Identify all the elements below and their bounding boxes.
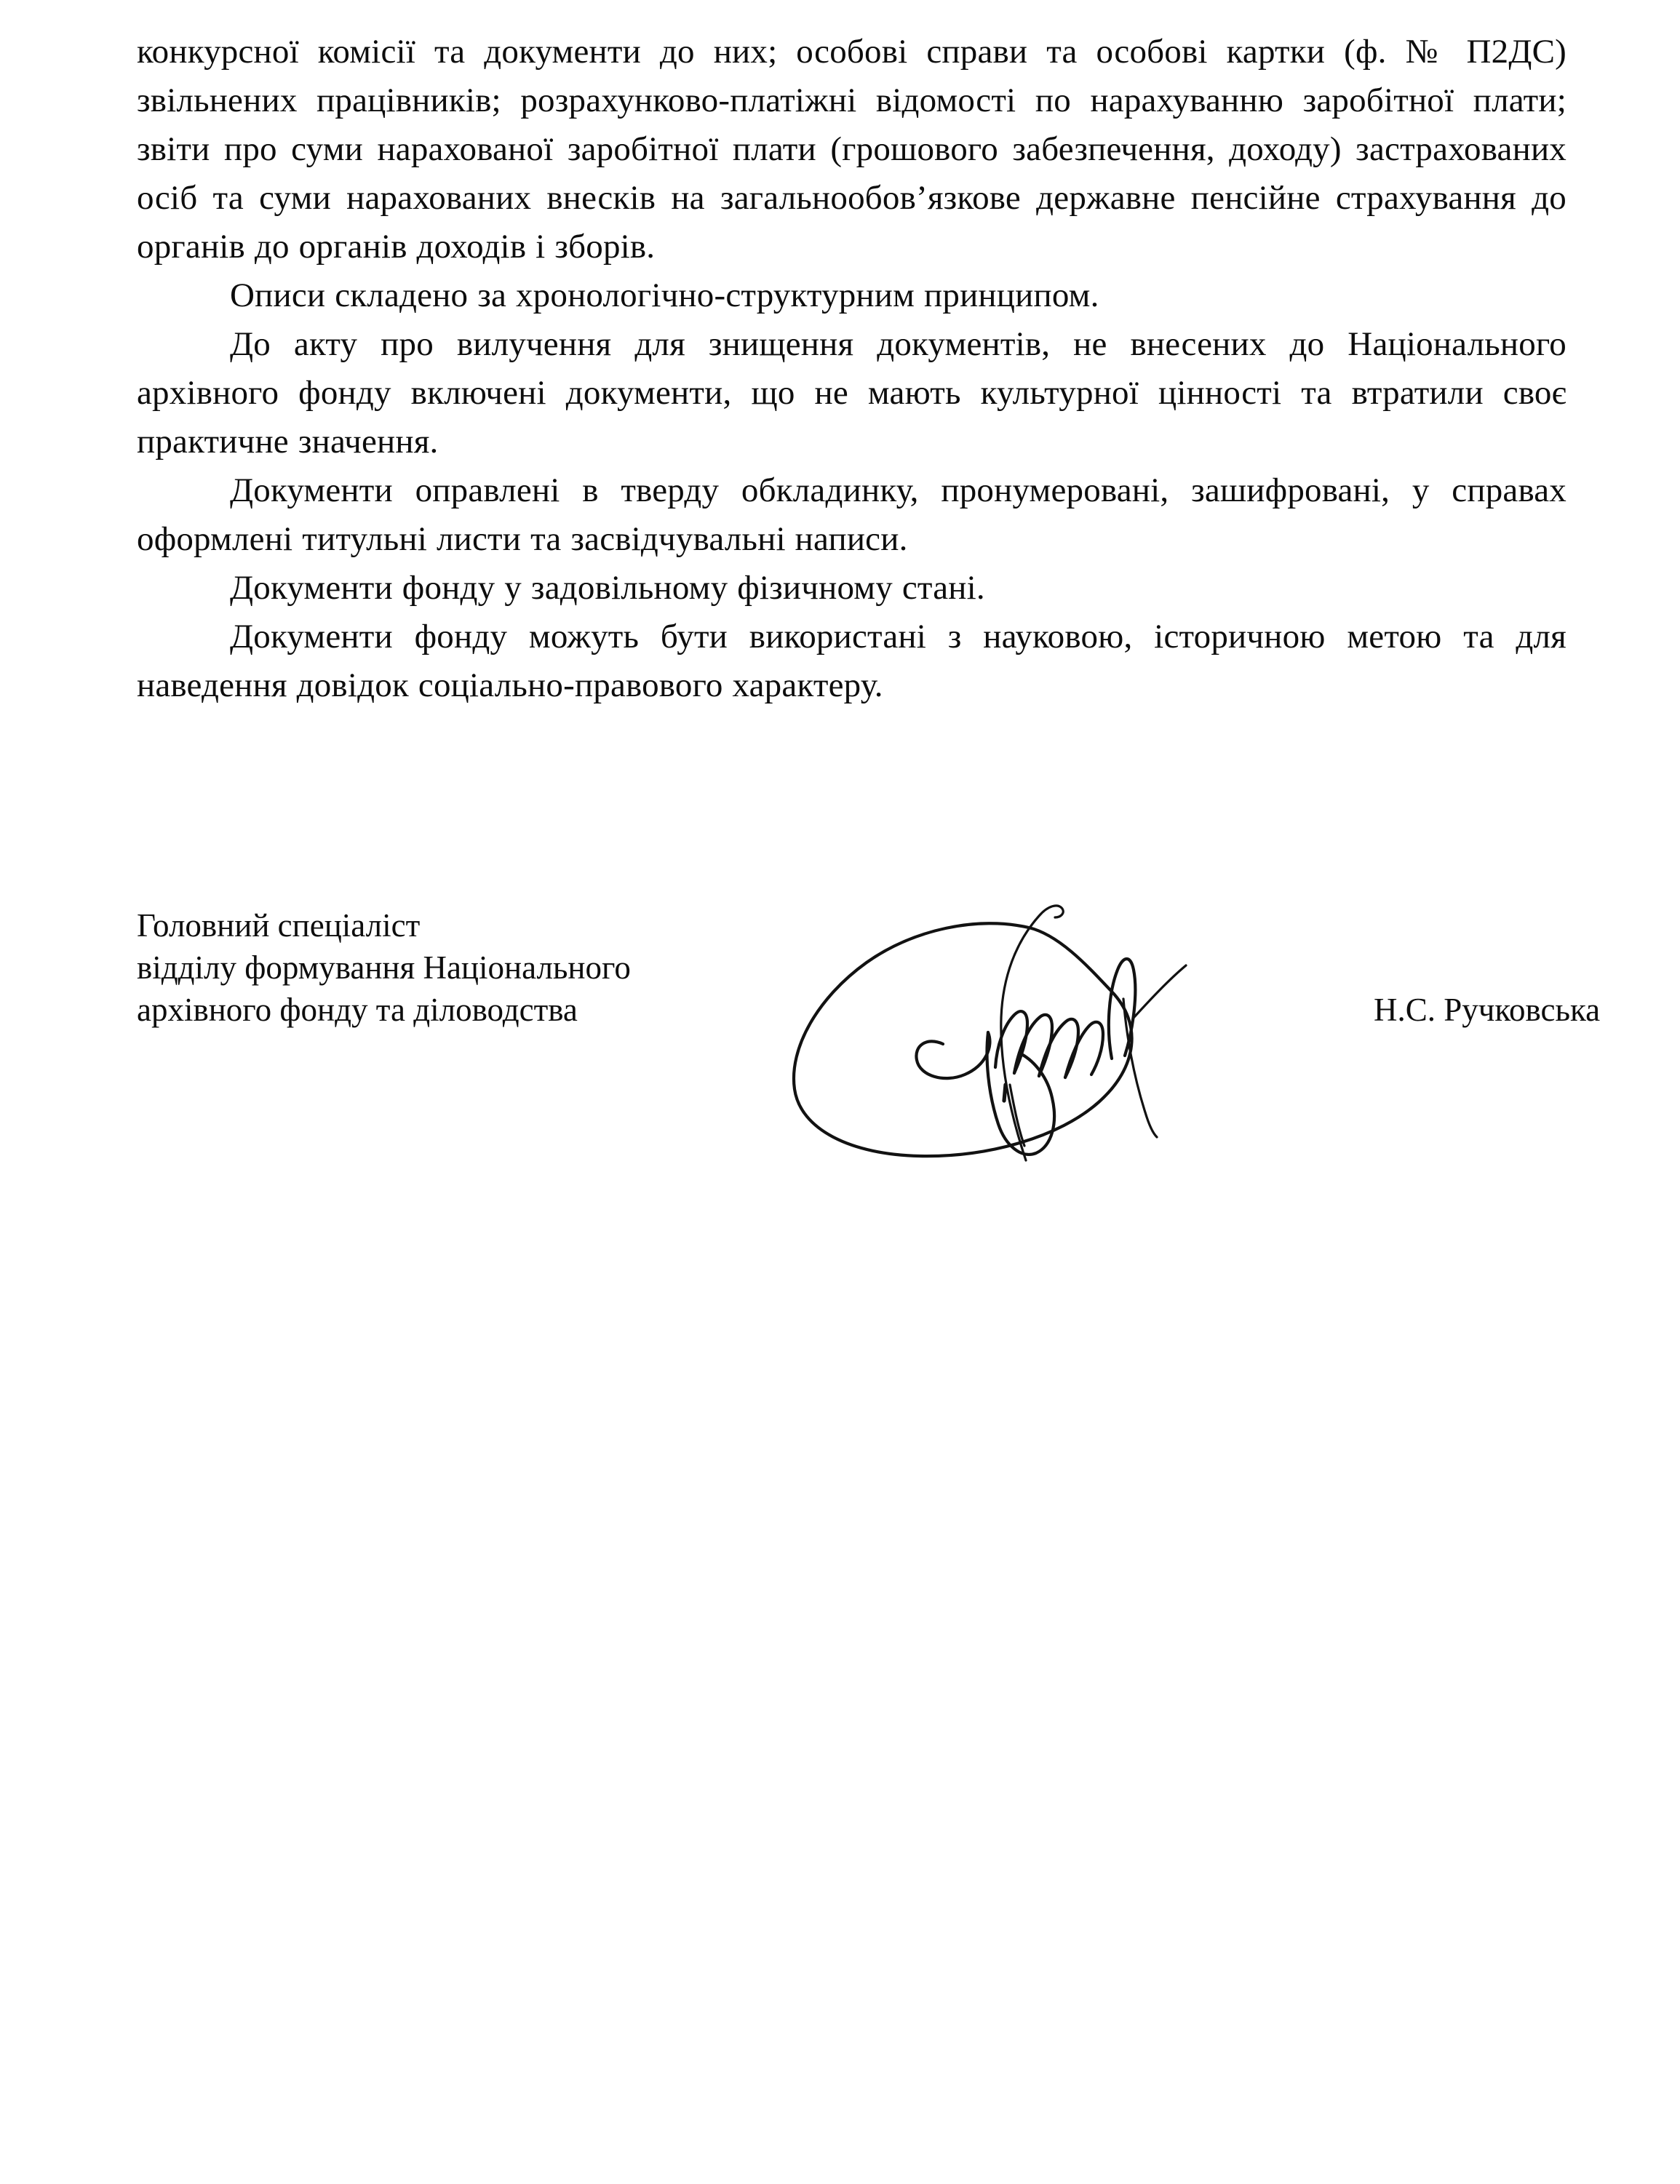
signer-role-line-2: відділу формування Національного [137, 949, 631, 986]
handwritten-signature-icon [770, 890, 1221, 1166]
signer-role-line-3: архівного фонду та діловодства [137, 992, 578, 1028]
paragraph-binding-numbering: Документи оправлені в тверду обкладинку, пронумеровані, зашифровані, у справах оформлені титульні листи та засвідчувальні написи. [137, 471, 1566, 558]
signer-role [137, 904, 792, 1031]
paragraph-physical-condition: Документи фонду у задовільному фізичному стані. [230, 569, 985, 607]
paragraph-continuation: конкурсної комісії та документи до них; особові справи та особові картки (ф. № П2ДС) звільнених працівників; розрахунково-платіжні відомості по нарахуванню заробітної плати; звіти про суми нарахованої заробітної плати (грошового забезпечення, доходу) застрахованих осіб та суми нарахованих внесків на загальнообов’язкове державне пенсійне страхування до органів до органів доходів і зборів. [137, 33, 1566, 266]
signature-block [137, 904, 1601, 1166]
signer-name: Н.С. Ручковська [1374, 992, 1601, 1028]
signer-role-line-1: Головний спеціаліст [137, 907, 421, 944]
paragraph-usage-purpose: Документи фонду можуть бути використані з науковою, історичною метою та для наведення довідок соціально-правового характеру. [137, 618, 1566, 704]
paragraph-destruction-act: До акту про вилучення для знищення документів, не внесених до Національного архівного фонду включені документи, що не мають культурної цінності та втратили своє практичне значення. [137, 325, 1566, 461]
document-body [137, 28, 1566, 710]
paragraph-inventory-principle: Описи складено за хронологічно-структурним принципом. [230, 276, 1099, 314]
